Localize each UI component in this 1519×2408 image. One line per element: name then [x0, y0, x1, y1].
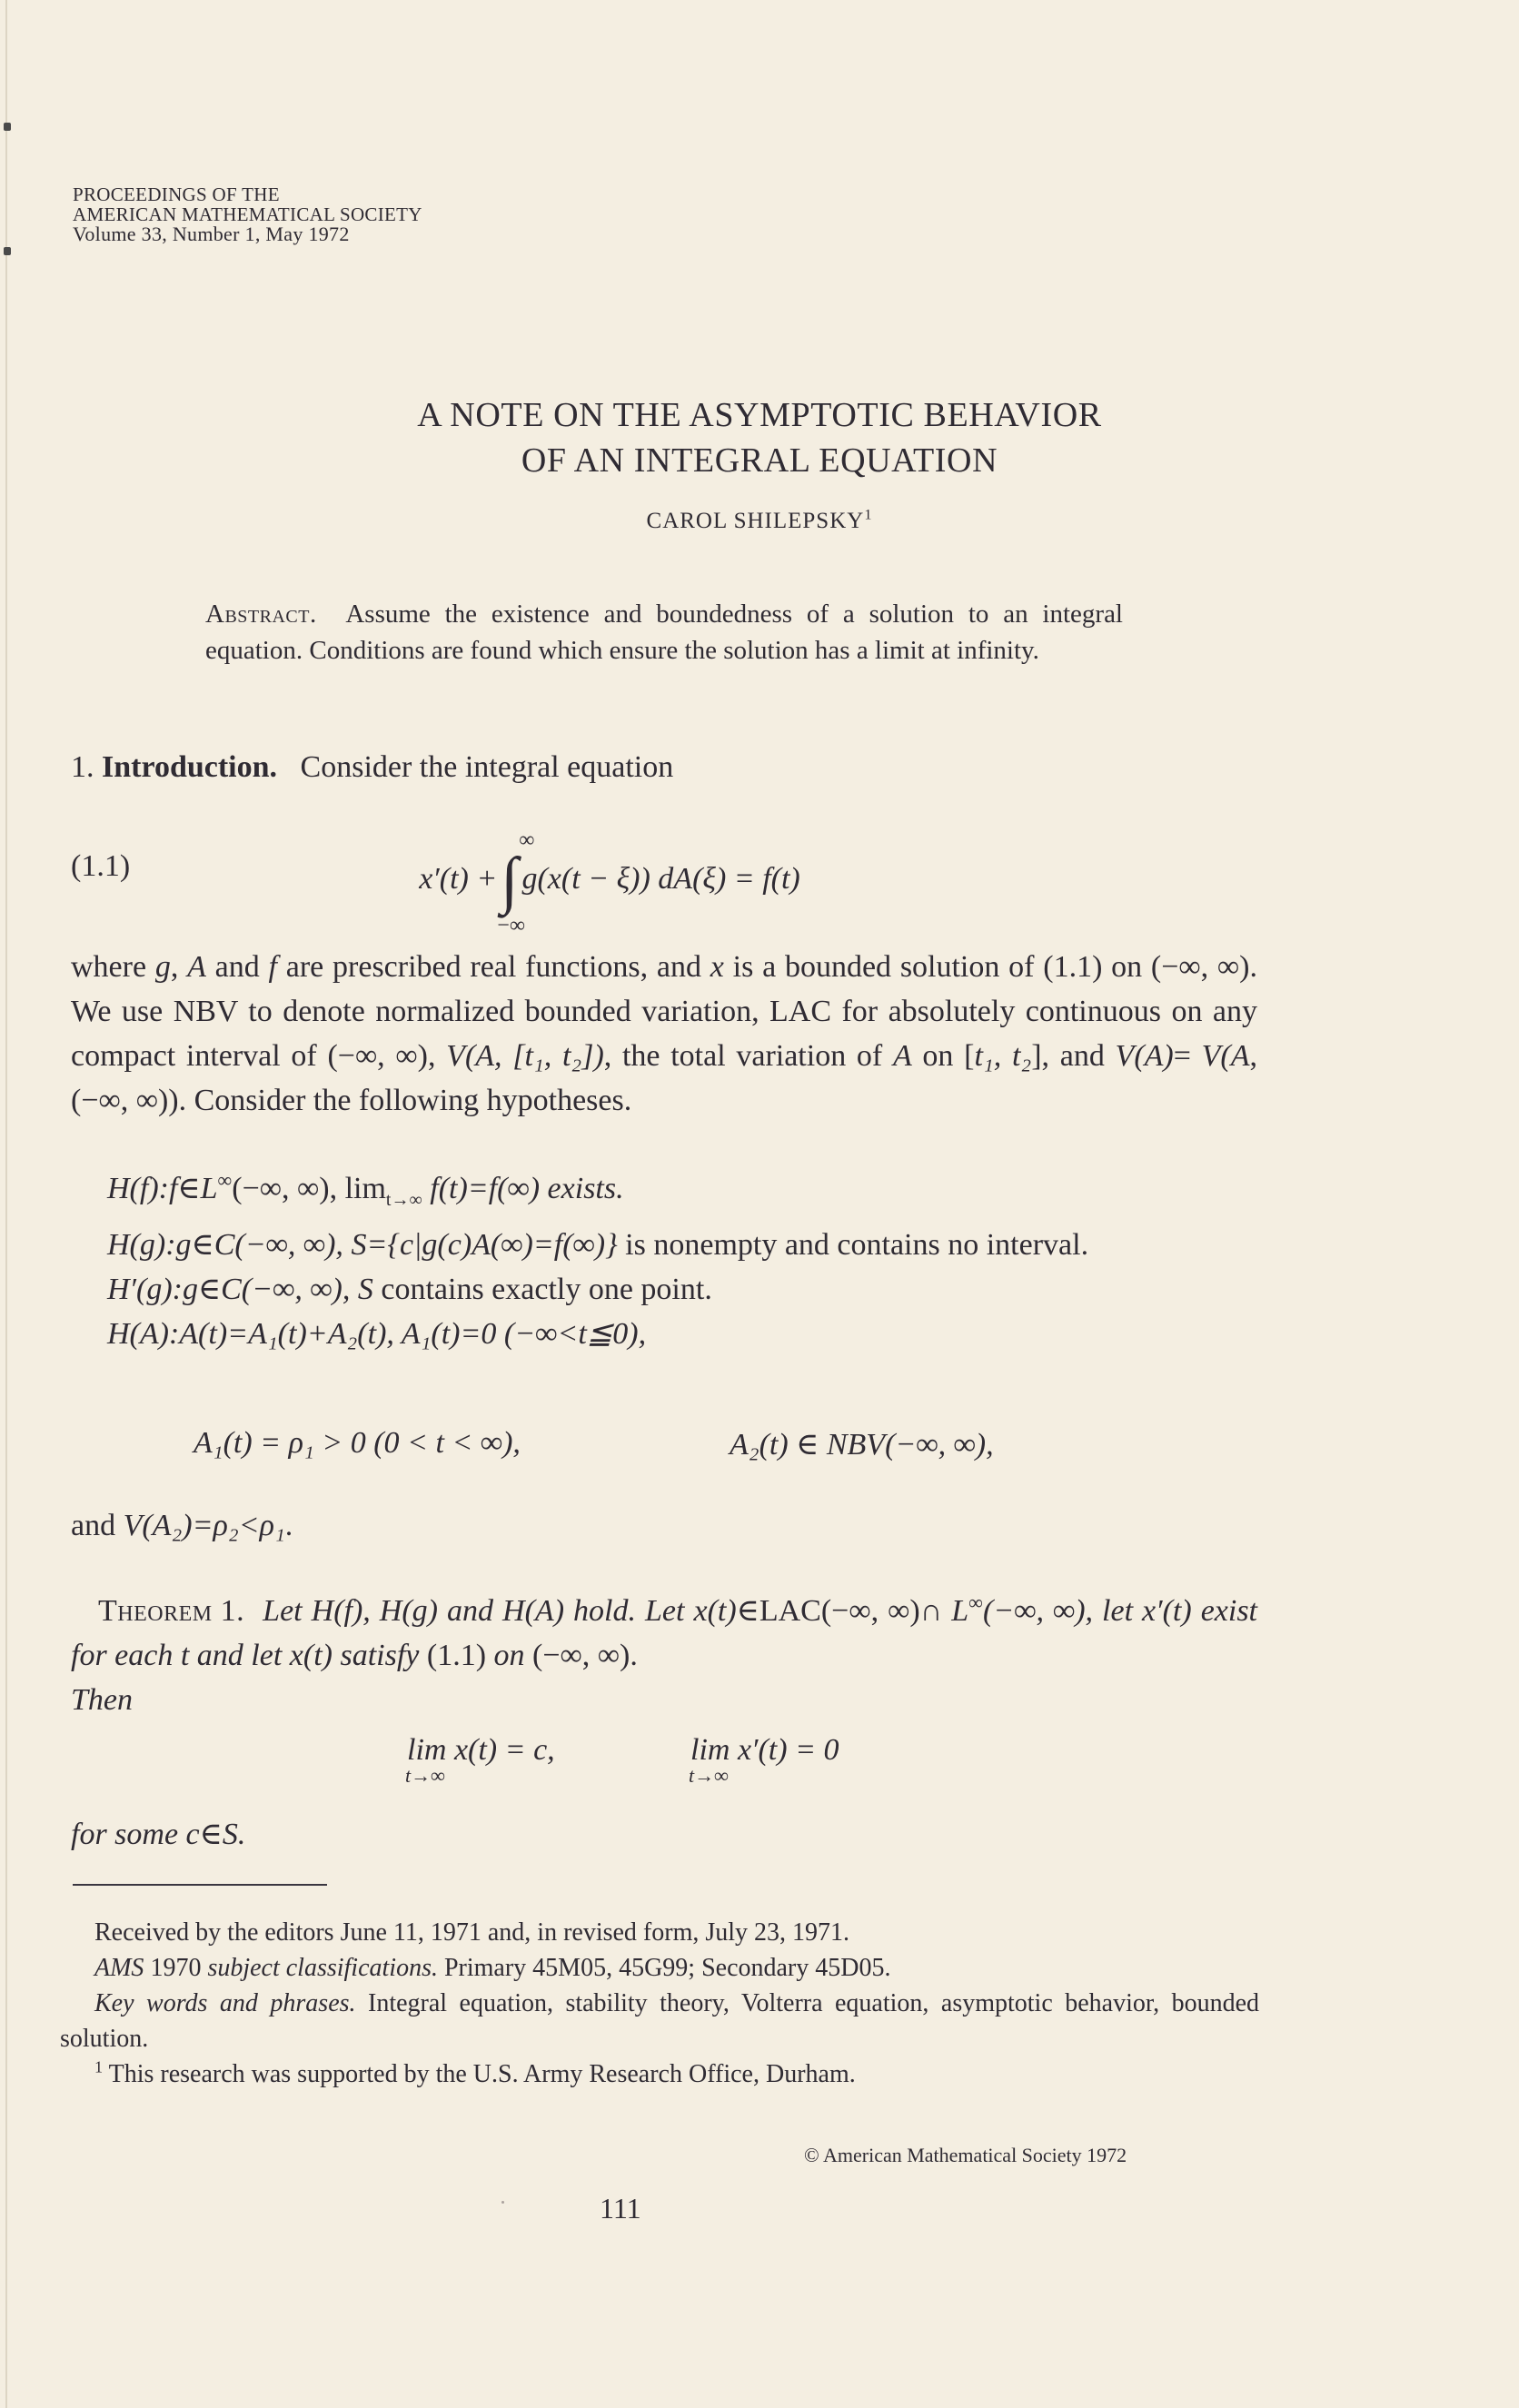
page-number: 111	[600, 2192, 641, 2225]
math-var: f	[268, 950, 277, 984]
limit-x-expr: lim x(t) = c,	[407, 1733, 555, 1767]
hyp-text: :A(t)=A₁(t)+A₂(t), A₁(t)=0 (−∞<t≦0),	[168, 1316, 647, 1351]
footnote-rule	[73, 1884, 327, 1886]
section-1-heading	[71, 745, 1257, 789]
theorem-then: Then	[71, 1683, 133, 1717]
footnote-mark: 1	[94, 2057, 104, 2076]
abstract-label: Abstract.	[205, 600, 317, 629]
hyp-sub: t→∞	[385, 1189, 422, 1210]
limit-xprime-sub: t→∞	[689, 1764, 729, 1787]
hyp-label: H(g)	[107, 1227, 166, 1262]
integral-upper-limit: ∞	[519, 828, 535, 852]
title-line-2: OF AN INTEGRAL EQUATION	[521, 441, 998, 480]
and-line	[71, 1503, 1257, 1548]
abstract	[205, 596, 1123, 669]
author-name: CAROL SHILEPSKY	[646, 509, 865, 533]
theorem-1	[71, 1589, 1257, 1722]
A2-condition: A₂(t) ∈ NBV(−∞, ∞),	[730, 1428, 994, 1462]
theorem-text: LAC(−∞, ∞)∩	[759, 1594, 943, 1628]
math-expr: V(A	[1201, 1039, 1250, 1073]
staple-top	[4, 123, 11, 131]
hyp-set: S	[357, 1272, 373, 1306]
theorem-label: Theorem 1.	[98, 1594, 245, 1628]
math-expr: V(A₂)=ρ₂<ρ₁	[123, 1509, 285, 1542]
text: where	[71, 950, 155, 984]
math-expr: t₁, t₂	[974, 1039, 1032, 1073]
theorem-conclusion	[71, 1812, 1257, 1857]
theorem-text: (−∞, ∞).	[532, 1639, 638, 1672]
hyp-label: H(f)	[107, 1172, 159, 1205]
author-footnote-mark: 1	[864, 506, 873, 523]
theorem-limits	[71, 1733, 1257, 1806]
section-title: Introduction.	[102, 750, 278, 784]
ams-label: AMS	[94, 1954, 144, 1982]
math-var: g	[154, 950, 171, 984]
hyp-label: H′(g)	[107, 1272, 173, 1306]
text: and	[71, 1509, 124, 1542]
equation-ref: (1.1)	[426, 1639, 487, 1672]
limit-xprime-expr: lim x′(t) = 0	[690, 1733, 839, 1767]
text: , (−∞, ∞)). Consider the following hypotheses.	[71, 1039, 1257, 1117]
footnote-keywords	[60, 1986, 1259, 2056]
limit-x	[405, 1733, 555, 1787]
text: on [	[911, 1039, 975, 1073]
hyp-text: :g∈C(−∞, ∞),	[172, 1272, 358, 1306]
section-lead: Consider the integral equation	[300, 750, 674, 784]
text: are prescribed real functions, and	[276, 950, 710, 984]
conclusion-text: for some c∈S.	[71, 1818, 246, 1851]
binding-edge	[5, 0, 7, 2408]
text: ], and	[1031, 1039, 1116, 1073]
hypothesis-Hf	[71, 1166, 1257, 1223]
limit-x-sub: t→∞	[405, 1764, 445, 1787]
text: =	[1173, 1039, 1202, 1073]
section-number: 1.	[71, 750, 94, 784]
math-var: x	[710, 950, 724, 984]
hyp-text: :f∈L	[158, 1172, 218, 1205]
math-expr: V(A)	[1115, 1039, 1174, 1073]
hyp-set: S={c|g(c)A(∞)=f(∞)}	[351, 1227, 618, 1262]
abstract-text: Assume the existence and boundedness of a solution to an integral equation. Conditions are found which ensure the solution has a limit at infinity.	[205, 600, 1123, 665]
hyp-text: :g∈C(−∞, ∞),	[165, 1227, 352, 1262]
hyp-sup: ∞	[217, 1168, 233, 1192]
math-var: A	[187, 950, 206, 984]
hyp-text: f(t)=f(∞) exists.	[422, 1172, 624, 1205]
text: ,	[170, 950, 188, 984]
ams-year: 1970	[144, 1954, 208, 1982]
hypothesis-HA	[71, 1312, 1257, 1356]
keywords-text: Integral equation, stability theory, Volterra equation, asymptotic behavior, bounded solution.	[60, 1989, 1259, 2053]
footnotes	[60, 1915, 1259, 2092]
hyp-text: contains exactly one point.	[372, 1272, 712, 1306]
footnote-text: This research was supported by the U.S. Army Research Office, Durham.	[103, 2060, 856, 2088]
paragraph-definitions	[71, 945, 1257, 1123]
keywords-label: Key words and phrases.	[94, 1989, 356, 2017]
theorem-text: L	[951, 1594, 969, 1628]
A1-condition: A₁(t) = ρ₁ > 0 (0 < t < ∞),	[194, 1426, 521, 1460]
hyp-label: H(A)	[107, 1316, 169, 1351]
hypothesis-Hprime-g	[71, 1267, 1257, 1312]
equation-1-1	[71, 828, 1257, 937]
integral-lower-limit: −∞	[497, 914, 525, 937]
equation-lhs: x′(t) +	[419, 861, 498, 896]
paper-title	[0, 392, 1519, 483]
integral-sign: ∫ ∞ −∞	[497, 828, 535, 937]
journal-line-2: AMERICAN MATHEMATICAL SOCIETY	[73, 203, 422, 225]
hypotheses	[71, 1166, 1257, 1356]
theorem-text: Let H(f), H(g) and H(A) hold. Let x(t)∈	[263, 1594, 760, 1628]
footnote-1	[60, 2056, 1259, 2092]
equation-number: (1.1)	[71, 849, 131, 883]
equation-integrand: g(x(t − ξ)) dA(ξ) = f(t)	[521, 861, 800, 896]
hyp-text: (−∞, ∞), lim	[232, 1172, 386, 1205]
text: is a bounded solution of (1.1) on (−∞, ∞). We use NBV to denote normalized bounded variation, LAC for absolutely continuous on any compact interval of (−∞, ∞),	[71, 950, 1257, 1073]
footnote-ams	[60, 1950, 1259, 1986]
title-line-1: A NOTE ON THE ASYMPTOTIC BEHAVIOR	[417, 396, 1102, 434]
text: , the total variation of	[603, 1039, 893, 1073]
journal-volume: Volume 33, Number 1, May 1972	[73, 223, 350, 245]
ams-classifications: Primary 45M05, 45G99; Secondary 45D05.	[437, 1954, 891, 1982]
journal-line-1: PROCEEDINGS OF THE	[73, 183, 280, 205]
ams-subject-label: subject classifications.	[207, 1954, 438, 1982]
theorem-text: (−∞, ∞), let x′(t) exist for each t and let x(t) satisfy	[71, 1594, 1258, 1672]
copyright-notice: © American Mathematical Society 1972	[804, 2144, 1127, 2166]
text: and	[205, 950, 269, 984]
math-var: A	[892, 1039, 912, 1073]
paper-speck	[501, 2201, 504, 2204]
author	[0, 506, 1519, 534]
limit-xprime	[689, 1733, 839, 1787]
math-expr: V(A, [t₁, t₂])	[446, 1039, 604, 1073]
hypothesis-Hg	[71, 1223, 1257, 1267]
footnote-received: Received by the editors June 11, 1971 and, in revised form, July 23, 1971.	[94, 1918, 850, 1947]
staple-bottom	[4, 247, 11, 255]
hyp-text: is nonempty and contains no interval.	[617, 1227, 1089, 1262]
journal-header	[73, 184, 422, 244]
theorem-text: on	[486, 1639, 533, 1672]
text: .	[284, 1509, 293, 1542]
theorem-sup: ∞	[968, 1590, 983, 1614]
